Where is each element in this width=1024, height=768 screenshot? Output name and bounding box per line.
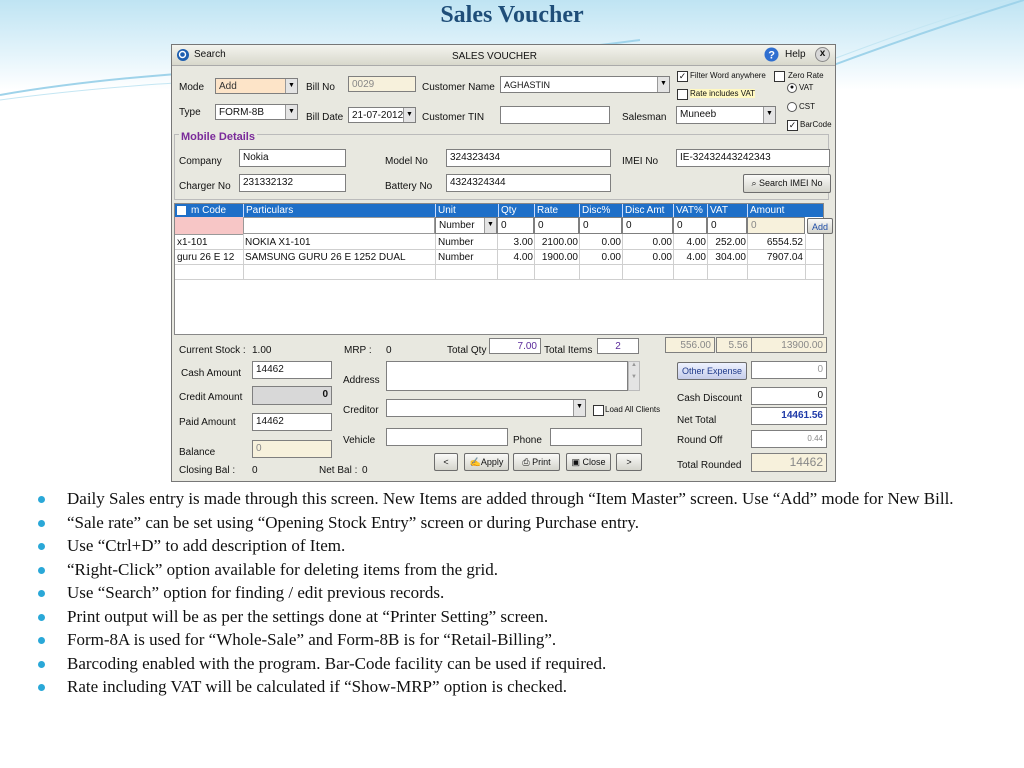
close-label: Close	[582, 457, 606, 467]
barcode-label: BarCode	[800, 120, 832, 129]
cash-amount-label: Cash Amount	[181, 368, 242, 379]
cell-unit: Number	[438, 237, 474, 248]
col-divider	[435, 234, 436, 279]
col-divider	[673, 234, 674, 279]
chevron-down-icon: ▼	[285, 79, 297, 93]
previous-button[interactable]: <	[434, 453, 458, 471]
net-bal-label: Net Bal :	[319, 465, 358, 476]
col-divider	[707, 234, 708, 279]
round-off-label: Round Off	[677, 435, 723, 446]
printer-icon: ⎙	[522, 457, 530, 467]
company-input[interactable]: Nokia	[239, 149, 346, 167]
col-divider	[497, 234, 498, 279]
entry-unit-select[interactable]: Number ▼	[435, 217, 497, 234]
battery-input[interactable]: 4324324344	[446, 174, 611, 192]
closing-bal-value: 0	[252, 465, 258, 476]
company-label: Company	[179, 156, 222, 167]
col-divider	[534, 234, 535, 279]
net-total-label: Net Total	[677, 415, 717, 426]
col-particulars[interactable]: Particulars	[243, 204, 293, 217]
list-item	[38, 631, 988, 649]
entry-amount[interactable]: 0	[747, 217, 805, 234]
charger-label: Charger No	[179, 181, 231, 192]
help-icon[interactable]	[764, 47, 779, 62]
cell-item-code: guru 26 E 12	[177, 252, 235, 263]
paid-amount-input[interactable]: 14462	[252, 413, 332, 431]
model-label: Model No	[385, 156, 428, 167]
vehicle-input[interactable]	[386, 428, 508, 446]
search-imei-button[interactable]	[743, 174, 831, 193]
current-stock-value: 1.00	[252, 345, 272, 356]
grid-header	[175, 204, 823, 217]
bullet-text: “Right-Click” option available for deleting items from the grid.	[67, 559, 499, 579]
col-item-code[interactable]: m Code	[191, 205, 227, 216]
load-all-clients-label: Load All Clients	[605, 405, 661, 414]
bullet-icon	[38, 684, 45, 691]
col-disc-percent[interactable]: Disc%	[579, 204, 610, 217]
cell-unit: Number	[438, 252, 474, 263]
billdate-label: Bill Date	[306, 112, 344, 123]
cell-qty: 3.00	[513, 237, 533, 248]
mrp-value: 0	[386, 345, 392, 356]
col-disc-amt[interactable]: Disc Amt	[622, 204, 664, 217]
address-scrollbar[interactable]: ▲ ▼	[628, 361, 640, 391]
other-expense-button[interactable]: Other Expense	[677, 362, 747, 380]
list-item	[38, 490, 988, 508]
cst-label: CST	[799, 102, 815, 111]
cell-disc: 0.00	[601, 252, 621, 263]
entry-rate[interactable]: 0	[534, 217, 579, 234]
type-label: Type	[179, 107, 201, 118]
entry-item-code[interactable]	[175, 217, 243, 235]
current-stock-label: Current Stock :	[179, 345, 246, 356]
list-item	[38, 561, 988, 579]
cash-discount-input[interactable]: 0	[751, 387, 827, 405]
total-rounded-label: Total Rounded	[677, 460, 742, 471]
total-discount-field: 556.00	[665, 337, 715, 353]
col-unit[interactable]: Unit	[435, 204, 456, 217]
entry-disc[interactable]: 0	[579, 217, 622, 234]
cell-item-code: x1-101	[177, 237, 208, 248]
search-icon: ⌕	[751, 178, 757, 188]
customer-name-select[interactable]: AGHASTIN ▼	[500, 76, 670, 93]
cell-vat-percent: 4.00	[686, 237, 706, 248]
creditor-select[interactable]	[386, 399, 586, 417]
apply-button[interactable]	[464, 453, 509, 471]
window-title: SALES VOUCHER	[452, 51, 538, 62]
door-icon: ▣	[571, 457, 580, 467]
print-button[interactable]	[513, 453, 560, 471]
col-vat[interactable]: VAT	[707, 204, 728, 217]
list-item	[38, 514, 988, 532]
bullet-icon	[38, 496, 45, 503]
cst-radio[interactable]	[787, 102, 797, 112]
imei-label: IMEI No	[622, 156, 659, 167]
search-imei-label: Search IMEI No	[759, 178, 823, 188]
cash-discount-label: Cash Discount	[677, 393, 743, 404]
total-qty-label: Total Qty	[447, 345, 487, 356]
col-divider	[579, 234, 580, 279]
billno-label: Bill No	[306, 82, 335, 93]
entry-vat[interactable]: 0	[707, 217, 747, 234]
charger-input[interactable]: 231332132	[239, 174, 346, 192]
address-label: Address	[343, 375, 380, 386]
close-icon[interactable]: x	[815, 47, 830, 62]
mrp-label: MRP :	[344, 345, 372, 356]
bullet-icon	[38, 543, 45, 550]
salesman-label: Salesman	[622, 112, 667, 123]
add-item-button[interactable]: Add	[807, 218, 833, 234]
apply-icon: ✍	[469, 457, 481, 467]
customer-name-label: Customer Name	[422, 82, 495, 93]
cell-disc: 0.00	[601, 237, 621, 248]
bullet-icon	[38, 614, 45, 621]
credit-amount-field: 0	[252, 386, 332, 405]
bullet-icon	[38, 637, 45, 644]
bullet-icon	[38, 567, 45, 574]
imei-input[interactable]: IE-32432443242343	[676, 149, 830, 167]
chevron-down-icon: ▼	[657, 77, 669, 92]
cell-amount: 6554.52	[766, 237, 803, 248]
col-vat-percent[interactable]: VAT%	[673, 204, 703, 217]
total-qty-field: 7.00	[489, 338, 541, 354]
cell-particulars: SAMSUNG GURU 26 E 1252 DUAL	[245, 252, 406, 263]
address-input[interactable]	[386, 361, 628, 391]
cell-disc-amt: 0.00	[652, 252, 672, 263]
round-off-field: 0.44	[751, 430, 827, 448]
col-qty[interactable]: Qty	[498, 204, 517, 217]
slide-title: Sales Voucher	[440, 2, 584, 28]
cell-rate: 1900.00	[541, 252, 578, 263]
next-button[interactable]: >	[616, 453, 642, 471]
battery-label: Battery No	[385, 181, 433, 192]
rate-includes-vat-checkbox[interactable]	[677, 89, 688, 100]
customer-tin-input[interactable]	[500, 106, 610, 124]
total-items-label: Total Items	[544, 345, 593, 356]
row-divider	[175, 279, 823, 280]
print-label: Print	[532, 457, 551, 467]
entry-vat-percent[interactable]: 0	[673, 217, 707, 234]
sales-voucher-window	[171, 44, 836, 482]
chevron-down-icon: ▼	[484, 218, 496, 233]
other-expense-field[interactable]: 0	[751, 361, 827, 379]
customer-tin-label: Customer TIN	[422, 112, 485, 123]
mode-label: Mode	[179, 82, 205, 93]
row-divider	[175, 249, 823, 250]
bullet-icon	[38, 661, 45, 668]
apply-label: Apply	[480, 457, 504, 467]
notes-list	[38, 490, 988, 702]
cell-amount: 7907.04	[766, 252, 803, 263]
closing-bal-label: Closing Bal :	[179, 465, 236, 476]
bullet-text: Print output will be as per the settings done at “Printer Setting” screen.	[67, 606, 549, 626]
search-icon[interactable]	[176, 48, 190, 62]
list-item	[38, 655, 988, 673]
filter-word-label: Filter Word anywhere	[690, 71, 766, 80]
search-button[interactable]: Search	[194, 49, 226, 60]
bullet-text: Daily Sales entry is made through this screen. New Items are added through “Item Master” screen. Use “Add” mode for New Bill.	[67, 489, 954, 508]
total-vat-percent-field: 5.56	[716, 337, 752, 353]
col-rate[interactable]: Rate	[534, 204, 558, 217]
credit-amount-label: Credit Amount	[179, 392, 243, 403]
cell-vat: 252.00	[715, 237, 746, 248]
balance-label: Balance	[179, 447, 216, 458]
cell-particulars: NOKIA X1-101	[245, 237, 311, 248]
col-divider	[622, 234, 623, 279]
cell-vat: 304.00	[715, 252, 746, 263]
bullet-text: Use “Ctrl+D” to add description of Item.	[67, 536, 346, 555]
bullet-text: Rate including VAT will be calculated if “Show-MRP” option is checked.	[67, 677, 567, 696]
vat-radio[interactable]: ●	[787, 83, 797, 93]
barcode-checkbox[interactable]: ✓	[788, 120, 797, 130]
close-button[interactable]	[566, 453, 611, 471]
col-divider	[805, 234, 806, 279]
total-amount-field: 13900.00	[751, 337, 827, 353]
chevron-down-icon: ▼	[285, 105, 297, 119]
net-total-field: 14461.56	[751, 407, 827, 425]
salesman-select[interactable]: Muneeb ▼	[676, 106, 776, 124]
entry-particulars[interactable]	[243, 217, 435, 234]
list-item	[38, 537, 988, 555]
row-divider	[175, 264, 823, 265]
svg-text:?: ?	[768, 49, 775, 62]
bullet-text: Barcoding enabled with the program. Bar-Code facility can be used if required.	[67, 653, 607, 673]
balance-field: 0	[252, 440, 332, 458]
bullet-icon	[38, 590, 45, 597]
model-input[interactable]: 324323434	[446, 149, 611, 167]
mobile-details-title: Mobile Details	[181, 131, 255, 143]
load-all-clients-checkbox[interactable]	[593, 405, 604, 416]
paid-amount-label: Paid Amount	[179, 417, 236, 428]
bullet-icon	[38, 520, 45, 527]
list-item	[38, 678, 988, 696]
cell-disc-amt: 0.00	[652, 237, 672, 248]
total-items-field: 2	[597, 338, 639, 354]
list-item	[38, 608, 988, 626]
cell-vat-percent: 4.00	[686, 252, 706, 263]
col-divider	[747, 234, 748, 279]
billno-field[interactable]: 0029	[348, 76, 416, 92]
row-select-all[interactable]	[177, 206, 186, 215]
vehicle-label: Vehicle	[343, 435, 376, 446]
creditor-label: Creditor	[343, 405, 379, 416]
help-button[interactable]: Help	[785, 49, 806, 60]
bullet-text: “Sale rate” can be set using “Opening Stock Entry” screen or during Purchase entry.	[67, 512, 639, 532]
net-bal-value: 0	[362, 465, 368, 476]
cash-amount-input[interactable]: 14462	[252, 361, 332, 379]
chevron-down-icon: ▼	[403, 108, 415, 122]
chevron-down-icon: ▼	[763, 107, 775, 123]
type-select[interactable]: FORM-8B ▼	[215, 104, 298, 120]
cell-qty: 4.00	[513, 252, 533, 263]
vat-label: VAT	[799, 83, 814, 92]
bullet-text: Form-8A is used for “Whole-Sale” and Form-8B is for “Retail-Billing”.	[67, 630, 557, 649]
bullet-text: Use “Search” option for finding / edit previous records.	[67, 583, 445, 602]
rate-includes-vat-label: Rate includes VAT	[690, 89, 756, 98]
entry-qty[interactable]: 0	[497, 217, 534, 234]
items-grid[interactable]	[174, 203, 828, 335]
col-amount[interactable]: Amount	[747, 204, 807, 217]
zero-rate-checkbox[interactable]	[774, 71, 785, 82]
mode-select[interactable]: Add ▼	[215, 78, 298, 94]
title-bar	[172, 45, 835, 66]
total-rounded-field: 14462	[751, 453, 827, 472]
chevron-down-icon: ▼	[573, 400, 585, 416]
list-item	[38, 584, 988, 602]
col-divider	[243, 234, 244, 279]
billdate-picker[interactable]: 21-07-2012 ▼	[348, 107, 416, 123]
entry-disc-amt[interactable]: 0	[622, 217, 673, 234]
cell-rate: 2100.00	[541, 237, 578, 248]
filter-word-checkbox[interactable]: ✓	[678, 71, 687, 81]
phone-label: Phone	[513, 435, 542, 446]
zero-rate-label: Zero Rate	[788, 71, 824, 80]
phone-input[interactable]	[550, 428, 642, 446]
